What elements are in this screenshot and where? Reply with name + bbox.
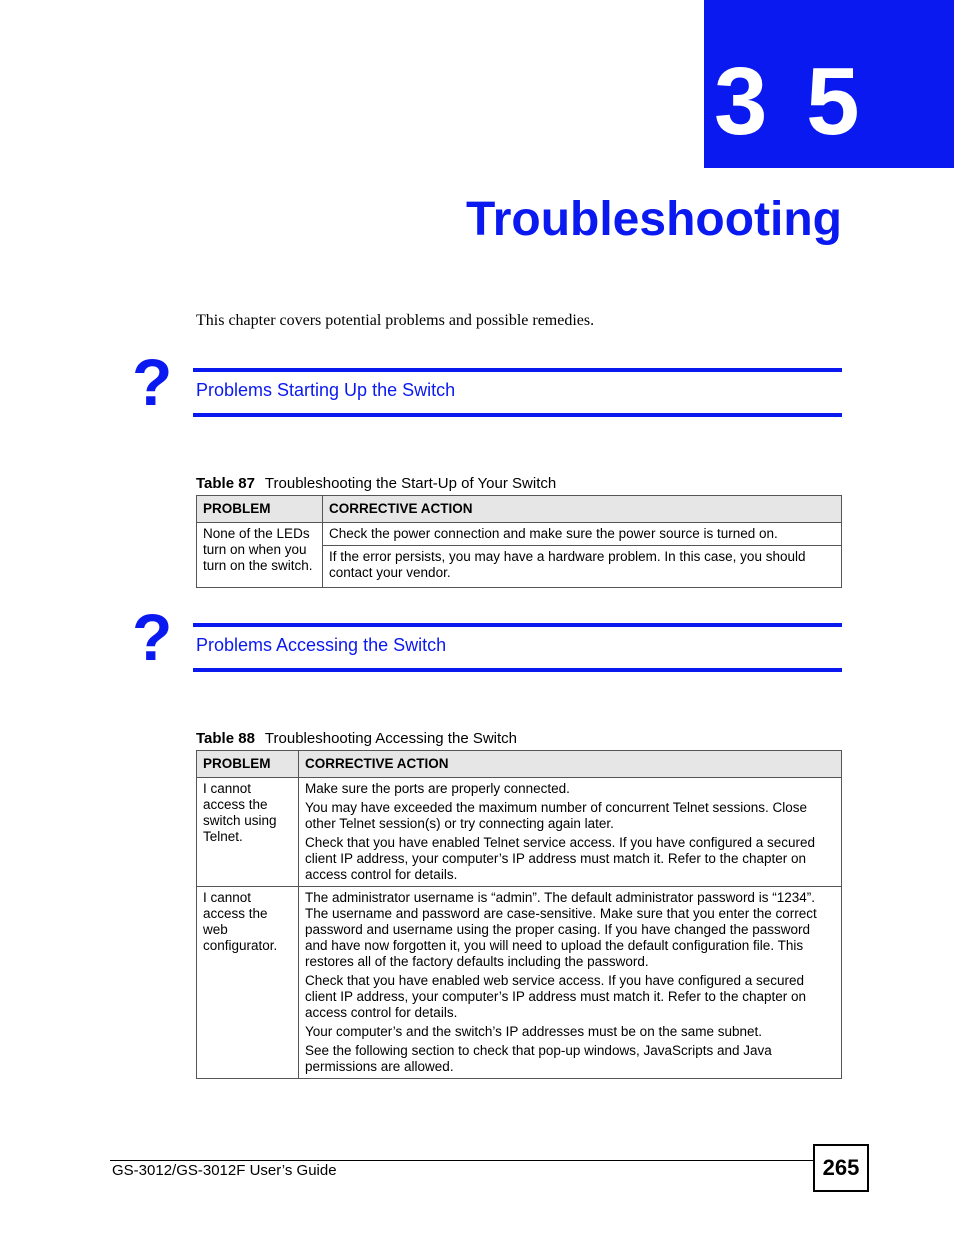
table-caption-number: Table 87 bbox=[196, 475, 255, 492]
table-caption-text: Troubleshooting the Start-Up of Your Switch bbox=[264, 475, 557, 492]
intro-paragraph: This chapter covers potential problems and possible remedies. bbox=[196, 312, 595, 329]
action-cell: Check the power connection and make sure the power source is turned on. bbox=[323, 523, 842, 546]
table-header-row bbox=[197, 751, 842, 778]
action-item: You may have exceeded the maximum number of concurrent Telnet sessions. Close other Telnet session(s) or try connecting again later. bbox=[305, 800, 808, 831]
table-caption bbox=[196, 730, 517, 747]
page-number: 265 bbox=[813, 1144, 869, 1192]
table-row bbox=[197, 523, 842, 546]
section-heading-startup: Problems Starting Up the Switch bbox=[196, 380, 456, 400]
table-header-row bbox=[197, 496, 842, 523]
table-caption bbox=[196, 475, 556, 492]
action-item: Your computer’s and the switch’s IP addresses must be on the same subnet. bbox=[305, 1024, 763, 1039]
action-item: The administrator username is “admin”. The default administrator password is “1234”. The username and password are case-sensitive. Make sure that you enter the correct password and username using the proper casing. If you have changed the password and have now forgotten it, you will need to upload the default configuration file. This restores all of the factory defaults including the password. bbox=[305, 890, 817, 969]
chapter-title: Troubleshooting bbox=[466, 193, 842, 246]
table-startup bbox=[196, 495, 842, 588]
column-header-action: CORRECTIVE ACTION bbox=[299, 751, 842, 778]
table-row bbox=[197, 778, 842, 887]
section-rule-bottom bbox=[193, 413, 842, 417]
problem-cell: I cannot access the web configurator. bbox=[197, 887, 299, 1079]
section-rule-top bbox=[193, 623, 842, 627]
problem-cell: None of the LEDs turn on when you turn on the switch. bbox=[197, 523, 323, 588]
chapter-number: 3 5 bbox=[714, 48, 866, 155]
footer-guide-title: GS-3012/GS-3012F User’s Guide bbox=[112, 1162, 337, 1179]
table-caption-number: Table 88 bbox=[196, 730, 255, 747]
action-item: See the following section to check that pop-up windows, JavaScripts and Java permissions are allowed. bbox=[305, 1043, 772, 1074]
footer-rule bbox=[110, 1160, 814, 1161]
action-cell bbox=[299, 778, 842, 887]
problem-cell: I cannot access the switch using Telnet. bbox=[197, 778, 299, 887]
question-mark-icon: ? bbox=[132, 345, 173, 419]
action-cell: If the error persists, you may have a hardware problem. In this case, you should contact your vendor. bbox=[323, 546, 842, 588]
table-access bbox=[196, 750, 842, 1079]
section-rule-bottom bbox=[193, 668, 842, 672]
table-caption-text: Troubleshooting Accessing the Switch bbox=[264, 730, 518, 747]
column-header-problem: PROBLEM bbox=[197, 496, 323, 523]
column-header-problem: PROBLEM bbox=[197, 751, 299, 778]
section-rule-top bbox=[193, 368, 842, 372]
column-header-action: CORRECTIVE ACTION bbox=[323, 496, 842, 523]
question-mark-icon: ? bbox=[132, 600, 173, 674]
action-item: Check that you have enabled Telnet service access. If you have configured a secured client IP address, your computer’s IP address must match it. Refer to the chapter on access control for details. bbox=[305, 835, 816, 882]
section-heading-access: Problems Accessing the Switch bbox=[196, 635, 447, 655]
table-row bbox=[197, 887, 842, 1079]
action-item: Make sure the ports are properly connected. bbox=[305, 781, 570, 796]
action-item: Check that you have enabled web service access. If you have configured a secured client IP address, your computer’s IP address must match it. Refer to the chapter on access control for details. bbox=[305, 973, 806, 1020]
action-cell bbox=[299, 887, 842, 1079]
